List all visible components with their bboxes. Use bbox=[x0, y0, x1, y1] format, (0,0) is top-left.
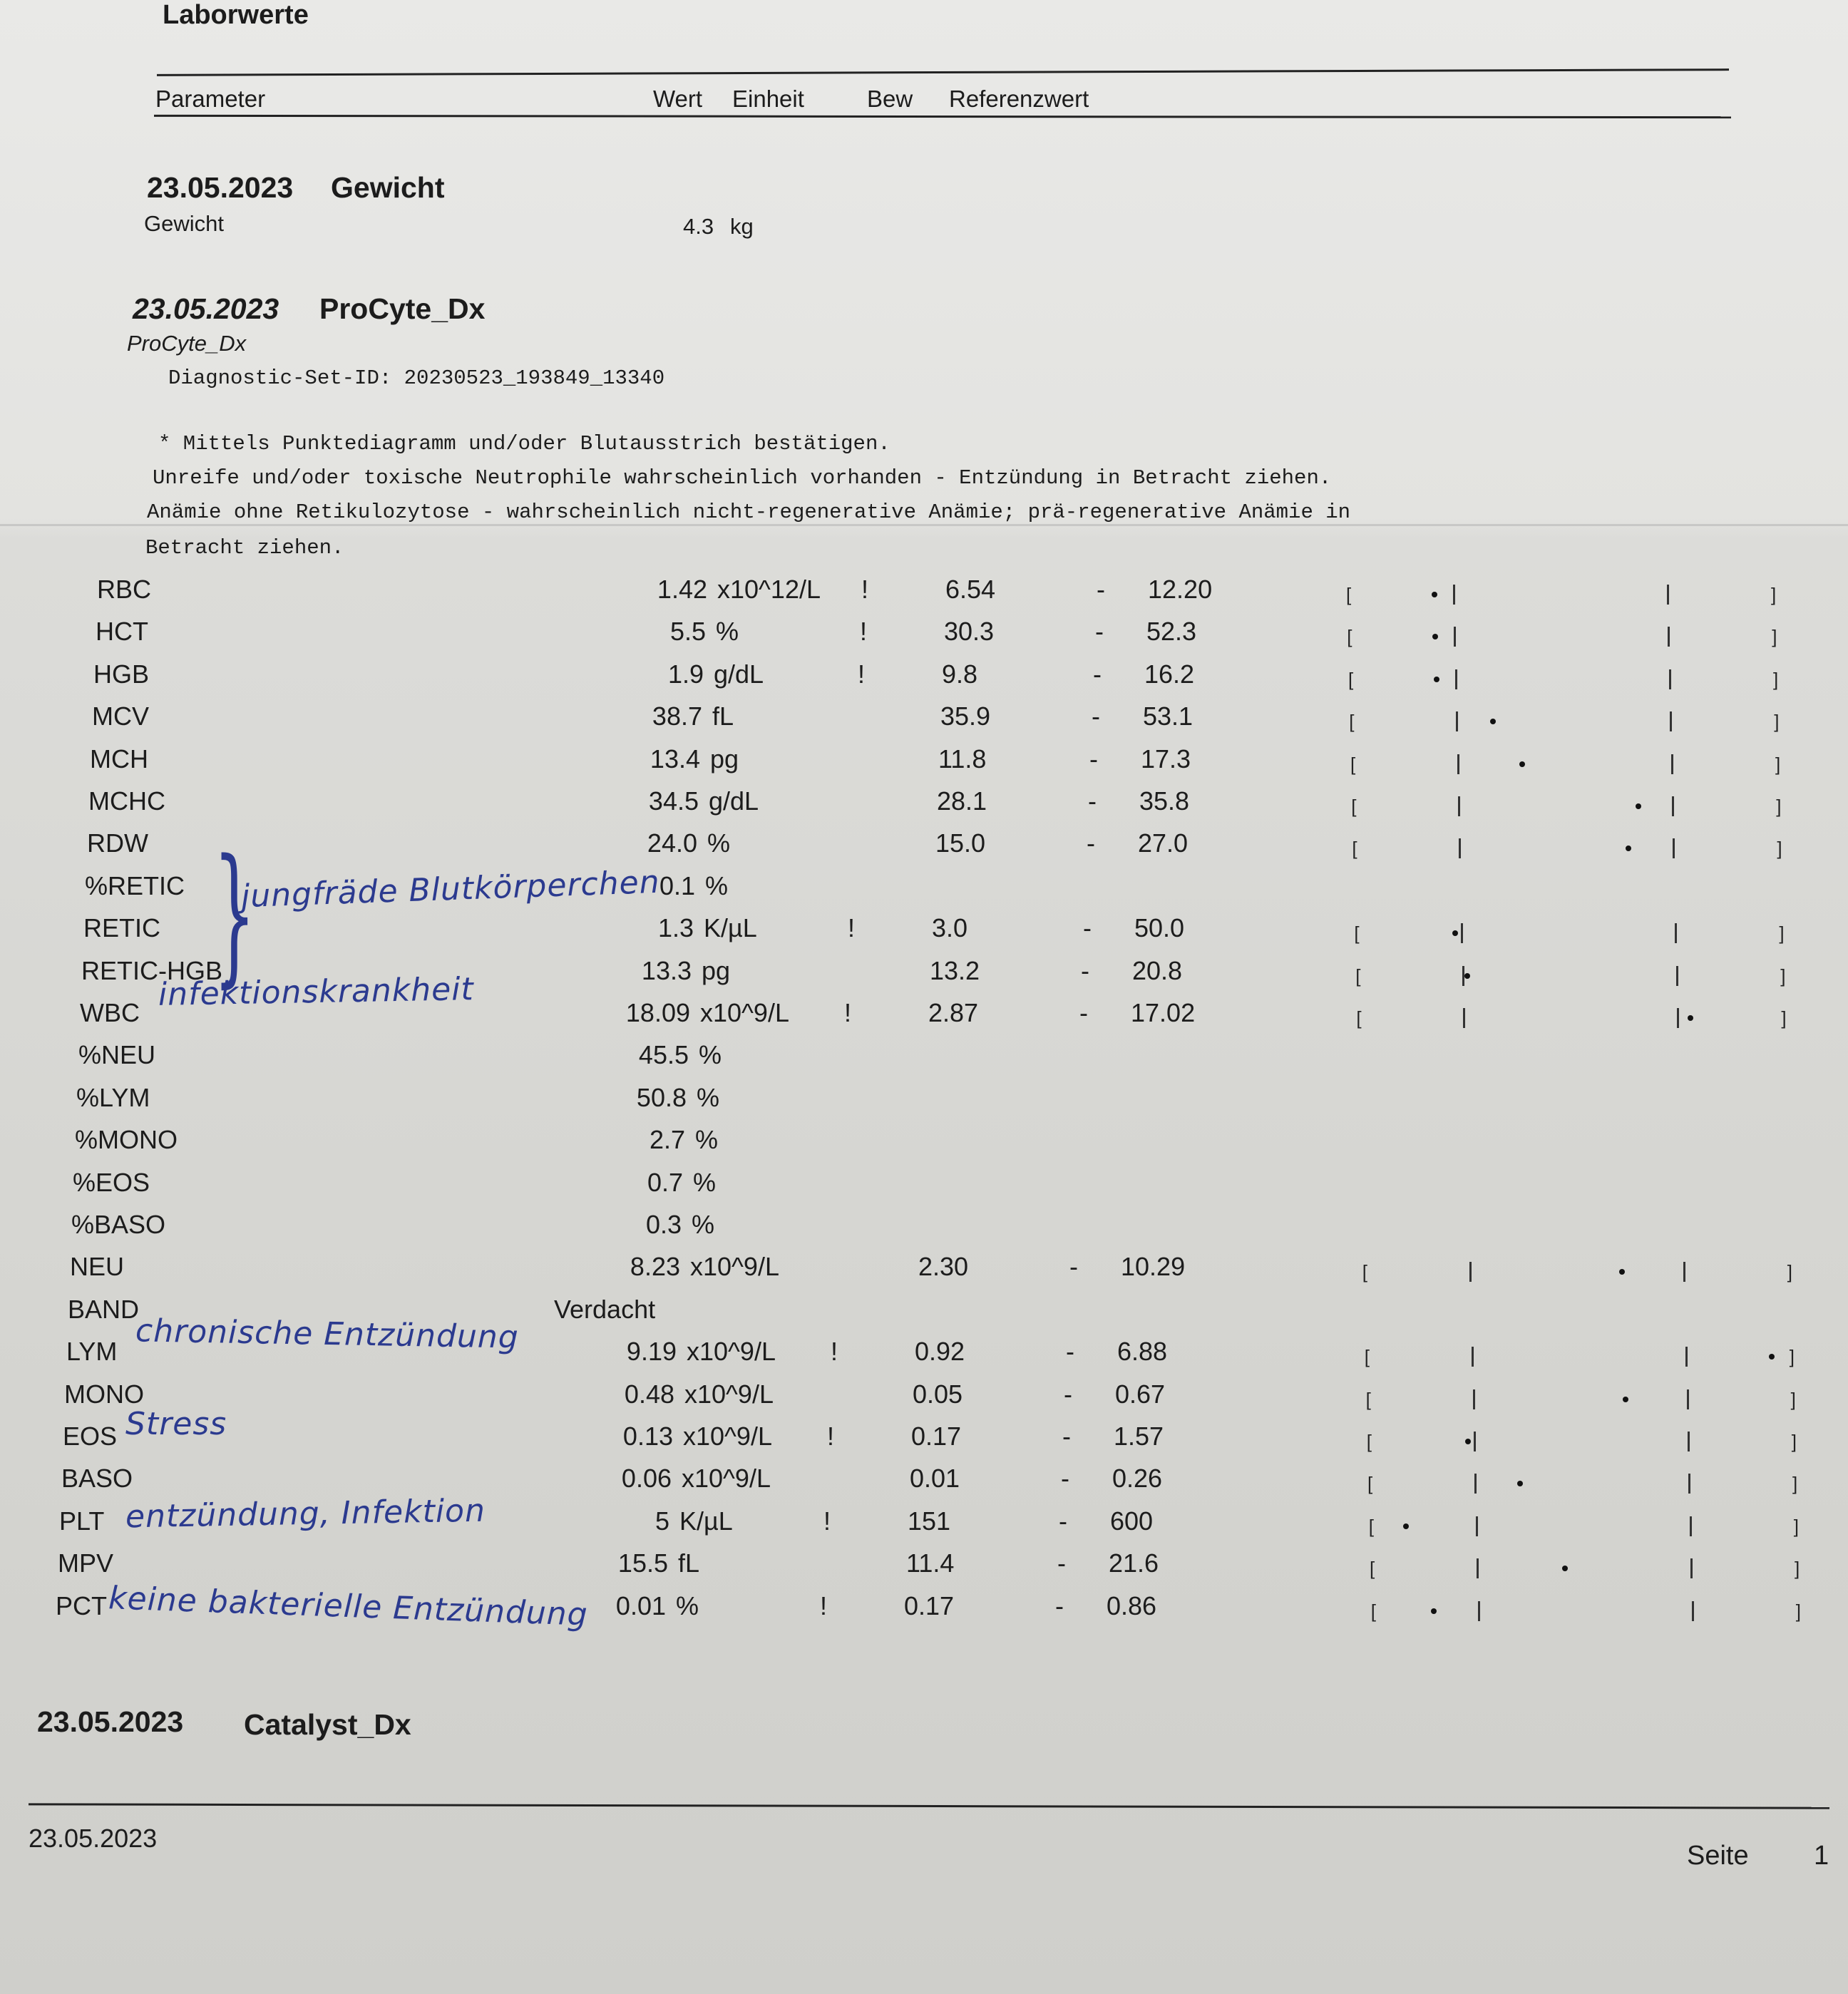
range-indicator bbox=[1356, 1005, 1791, 1031]
range-low-tick bbox=[1459, 838, 1461, 858]
param-unit: % bbox=[699, 1040, 722, 1069]
range-close-bracket: ] bbox=[1793, 1516, 1800, 1537]
param-value: 5.5 bbox=[669, 617, 706, 646]
range-indicator bbox=[1369, 1514, 1804, 1539]
param-unit: x10^9/L bbox=[683, 1422, 772, 1451]
param-unit: % bbox=[693, 1168, 717, 1197]
range-open-bracket: [ bbox=[1356, 1007, 1362, 1029]
range-low-tick bbox=[1474, 1432, 1476, 1451]
table-row bbox=[0, 786, 1848, 828]
catalyst-title: Catalyst_Dx bbox=[244, 1708, 411, 1741]
ref-high: 6.88 bbox=[1117, 1337, 1168, 1366]
ref-low: 6.54 bbox=[945, 575, 996, 604]
range-low-tick bbox=[1463, 1008, 1465, 1028]
ref-dash: - bbox=[1057, 1548, 1066, 1578]
table-row bbox=[0, 913, 1848, 955]
range-indicator bbox=[1365, 1344, 1800, 1369]
range-value-dot bbox=[1432, 634, 1438, 639]
handwritten-wbc-note: infektionskrankheit bbox=[158, 971, 475, 1013]
procyte-title: ProCyte_Dx bbox=[319, 292, 486, 325]
procyte-set-id: Diagnostic-Set-ID: 20230523_193849_13340 bbox=[168, 366, 665, 390]
param-flag: ! bbox=[843, 998, 851, 1027]
param-value: 13.3 bbox=[641, 956, 692, 985]
ref-low: 35.9 bbox=[940, 702, 991, 731]
table-row bbox=[0, 702, 1848, 743]
range-low-tick bbox=[1469, 1262, 1472, 1282]
range-indicator bbox=[1355, 963, 1790, 989]
table-row bbox=[0, 1422, 1848, 1463]
ref-dash: - bbox=[1093, 659, 1102, 689]
range-open-bracket: [ bbox=[1370, 1558, 1375, 1579]
param-unit: % bbox=[707, 828, 731, 858]
param-flag: ! bbox=[823, 1506, 831, 1536]
range-high-tick bbox=[1688, 1432, 1690, 1451]
range-close-bracket: ] bbox=[1795, 1600, 1802, 1622]
param-name: RETIC bbox=[83, 913, 160, 942]
ref-low: 11.8 bbox=[938, 744, 987, 774]
param-unit: x10^9/L bbox=[687, 1337, 776, 1366]
ref-high: 600 bbox=[1110, 1506, 1154, 1536]
ref-high: 0.86 bbox=[1107, 1591, 1157, 1620]
range-high-tick bbox=[1683, 1262, 1685, 1282]
param-value: 0.48 bbox=[624, 1379, 674, 1409]
param-name: WBC bbox=[80, 998, 140, 1027]
range-close-bracket: ] bbox=[1776, 796, 1782, 817]
column-einheit: Einheit bbox=[732, 86, 804, 112]
ref-dash: - bbox=[1069, 1252, 1078, 1281]
param-name: HGB bbox=[93, 659, 150, 689]
range-close-bracket: ] bbox=[1780, 965, 1786, 987]
range-low-tick bbox=[1458, 796, 1460, 816]
param-value: 0.1 bbox=[659, 871, 695, 900]
ref-high: 21.6 bbox=[1109, 1548, 1159, 1578]
ref-high: 53.1 bbox=[1143, 702, 1194, 731]
range-value-dot bbox=[1434, 677, 1439, 682]
range-close-bracket: ] bbox=[1787, 1261, 1793, 1283]
weight-value: 4.3 bbox=[683, 214, 714, 239]
procyte-subtitle: ProCyte_Dx bbox=[127, 331, 247, 356]
param-name: PCT bbox=[56, 1591, 107, 1620]
table-row bbox=[0, 617, 1848, 658]
column-referenz: Referenzwert bbox=[949, 86, 1089, 112]
table-row bbox=[0, 1548, 1848, 1590]
ref-dash: - bbox=[1061, 1464, 1069, 1493]
range-low-tick bbox=[1454, 627, 1456, 647]
param-value: 0.7 bbox=[647, 1168, 683, 1197]
range-high-tick bbox=[1673, 838, 1675, 858]
range-open-bracket: [ bbox=[1366, 1431, 1372, 1452]
ref-low: 15.0 bbox=[935, 828, 986, 858]
ref-high: 50.0 bbox=[1134, 913, 1185, 942]
ref-high: 0.67 bbox=[1115, 1379, 1166, 1409]
paper-fold bbox=[0, 524, 1848, 526]
range-low-tick bbox=[1473, 1389, 1475, 1409]
range-low-tick bbox=[1455, 669, 1457, 689]
param-value: 24.0 bbox=[647, 828, 697, 858]
range-low-tick bbox=[1472, 1347, 1474, 1367]
param-name: %NEU bbox=[78, 1040, 156, 1069]
param-name: PLT bbox=[59, 1506, 105, 1536]
column-bew: Bew bbox=[867, 86, 913, 112]
range-indicator bbox=[1354, 920, 1789, 946]
param-name: MCHC bbox=[88, 786, 165, 816]
range-close-bracket: ] bbox=[1774, 711, 1780, 732]
ref-high: 52.3 bbox=[1146, 617, 1197, 646]
table-row bbox=[0, 744, 1848, 786]
table-row bbox=[0, 1379, 1848, 1421]
param-value: 0.06 bbox=[621, 1464, 672, 1493]
range-value-dot bbox=[1432, 592, 1437, 597]
handwritten-lym-note: chronische Entzündung bbox=[135, 1312, 520, 1356]
param-name: MCH bbox=[90, 744, 148, 774]
range-high-tick bbox=[1670, 711, 1672, 731]
column-wert: Wert bbox=[653, 86, 703, 112]
range-open-bracket: [ bbox=[1354, 923, 1360, 944]
range-open-bracket: [ bbox=[1352, 838, 1357, 859]
ref-dash: - bbox=[1097, 575, 1105, 604]
param-name: MPV bbox=[58, 1548, 114, 1578]
range-value-dot bbox=[1626, 846, 1631, 851]
range-open-bracket: [ bbox=[1351, 796, 1357, 817]
report-title: Laborwerte bbox=[163, 0, 309, 30]
handwritten-plt-note: entzündung, Infektion bbox=[125, 1492, 486, 1536]
range-value-dot bbox=[1517, 1481, 1523, 1486]
handwritten-eos-note: Stress bbox=[125, 1406, 227, 1442]
param-name: NEU bbox=[70, 1252, 125, 1281]
param-name: %LYM bbox=[76, 1083, 150, 1112]
range-low-tick bbox=[1457, 754, 1459, 774]
range-close-bracket: ] bbox=[1773, 669, 1779, 690]
range-open-bracket: [ bbox=[1368, 1516, 1375, 1537]
range-indicator bbox=[1367, 1471, 1802, 1496]
param-unit: % bbox=[692, 1210, 715, 1239]
range-low-tick bbox=[1476, 1516, 1478, 1536]
range-indicator bbox=[1370, 1556, 1805, 1581]
ref-high: 20.8 bbox=[1132, 956, 1183, 985]
param-unit: % bbox=[716, 617, 739, 646]
param-unit: fL bbox=[712, 702, 734, 731]
ref-high: 35.8 bbox=[1139, 786, 1190, 816]
range-open-bracket: [ bbox=[1364, 1346, 1370, 1367]
ref-low: 0.17 bbox=[911, 1422, 962, 1451]
table-row bbox=[0, 828, 1848, 870]
range-indicator bbox=[1349, 709, 1784, 734]
ref-low: 0.05 bbox=[913, 1379, 963, 1409]
range-indicator bbox=[1348, 667, 1783, 692]
param-value: 1.3 bbox=[657, 913, 694, 942]
ref-dash: - bbox=[1087, 828, 1095, 858]
param-value: 1.9 bbox=[667, 659, 704, 689]
param-value: 0.01 bbox=[615, 1591, 666, 1620]
ref-dash: - bbox=[1081, 956, 1089, 985]
range-indicator bbox=[1347, 624, 1782, 649]
range-indicator bbox=[1367, 1429, 1802, 1454]
range-open-bracket: [ bbox=[1350, 754, 1356, 775]
param-value: 9.19 bbox=[626, 1337, 677, 1366]
param-value: 18.09 bbox=[625, 998, 690, 1027]
range-high-tick bbox=[1687, 1389, 1689, 1409]
ref-low: 2.87 bbox=[928, 998, 979, 1027]
range-value-dot bbox=[1490, 719, 1496, 724]
range-value-dot bbox=[1519, 761, 1525, 767]
param-name: %MONO bbox=[75, 1125, 178, 1154]
param-unit: g/dL bbox=[709, 786, 759, 816]
param-unit: x10^9/L bbox=[684, 1379, 774, 1409]
ref-dash: - bbox=[1092, 702, 1100, 731]
range-high-tick bbox=[1685, 1347, 1688, 1367]
ref-low: 3.0 bbox=[932, 913, 968, 942]
range-open-bracket: [ bbox=[1346, 584, 1352, 605]
table-row bbox=[0, 659, 1848, 701]
param-flag: ! bbox=[830, 1337, 838, 1366]
range-high-tick bbox=[1692, 1601, 1694, 1621]
param-name: %RETIC bbox=[85, 871, 185, 900]
table-row bbox=[0, 1125, 1848, 1166]
range-indicator bbox=[1362, 1259, 1797, 1285]
param-unit: K/µL bbox=[704, 913, 757, 942]
param-unit: % bbox=[695, 1125, 719, 1154]
range-open-bracket: [ bbox=[1355, 965, 1361, 987]
ref-dash: - bbox=[1064, 1379, 1072, 1409]
ref-dash: - bbox=[1095, 617, 1104, 646]
procyte-date: 23.05.2023 bbox=[133, 292, 279, 325]
range-close-bracket: ] bbox=[1790, 1389, 1796, 1410]
range-low-tick bbox=[1474, 1474, 1477, 1494]
param-unit: % bbox=[676, 1591, 699, 1620]
ref-dash: - bbox=[1066, 1337, 1074, 1366]
table-row bbox=[0, 1210, 1848, 1251]
range-close-bracket: ] bbox=[1775, 754, 1781, 775]
param-value: 2.7 bbox=[649, 1125, 685, 1154]
range-indicator bbox=[1351, 793, 1786, 819]
param-flag: ! bbox=[819, 1591, 827, 1620]
param-value: 0.13 bbox=[622, 1422, 673, 1451]
ref-high: 17.02 bbox=[1131, 998, 1196, 1027]
param-name: MONO bbox=[64, 1379, 144, 1409]
ref-low: 11.4 bbox=[906, 1548, 955, 1578]
range-close-bracket: ] bbox=[1792, 1473, 1798, 1494]
range-value-dot bbox=[1769, 1354, 1775, 1360]
param-unit: pg bbox=[710, 744, 739, 774]
param-unit: % bbox=[697, 1083, 720, 1112]
ref-low: 9.8 bbox=[942, 659, 978, 689]
range-high-tick bbox=[1677, 1008, 1679, 1028]
param-value: 1.42 bbox=[657, 575, 707, 604]
param-name: BASO bbox=[61, 1464, 133, 1493]
ref-low: 0.17 bbox=[904, 1591, 955, 1620]
range-value-dot bbox=[1562, 1566, 1568, 1571]
procyte-note-3: Anämie ohne Retikulozytose - wahrscheinlich nicht-regenerative Anämie; prä-regenerative Anämie in bbox=[147, 500, 1351, 524]
ref-low: 0.01 bbox=[910, 1464, 960, 1493]
range-close-bracket: ] bbox=[1789, 1346, 1795, 1367]
range-high-tick bbox=[1690, 1516, 1692, 1536]
range-open-bracket: [ bbox=[1367, 1473, 1373, 1494]
range-value-dot bbox=[1403, 1523, 1409, 1529]
catalyst-date: 23.05.2023 bbox=[37, 1705, 184, 1738]
ref-dash: - bbox=[1059, 1506, 1067, 1536]
param-unit: x10^12/L bbox=[717, 575, 821, 604]
ref-low: 13.2 bbox=[930, 956, 980, 985]
ref-high: 10.29 bbox=[1121, 1252, 1186, 1281]
param-value: 34.5 bbox=[648, 786, 699, 816]
procyte-note-1: * Mittels Punktediagramm und/oder Blutausstrich bestätigen. bbox=[158, 432, 890, 456]
ref-low: 28.1 bbox=[937, 786, 987, 816]
param-name: LYM bbox=[66, 1337, 118, 1366]
range-value-dot bbox=[1431, 1608, 1437, 1614]
handwritten-brace: } bbox=[212, 827, 256, 1002]
weight-label: Gewicht bbox=[144, 211, 224, 236]
handwritten-retic-note: jungfräde Blutkörperchen bbox=[240, 863, 661, 915]
procyte-note-4: Betracht ziehen. bbox=[145, 536, 344, 560]
ref-dash: - bbox=[1055, 1591, 1064, 1620]
range-low-tick bbox=[1453, 585, 1455, 605]
param-name: RDW bbox=[87, 828, 148, 858]
ref-dash: - bbox=[1079, 998, 1088, 1027]
range-high-tick bbox=[1688, 1474, 1690, 1494]
param-value: 13.4 bbox=[650, 744, 700, 774]
range-open-bracket: [ bbox=[1362, 1261, 1368, 1283]
range-open-bracket: [ bbox=[1349, 711, 1355, 732]
param-unit: fL bbox=[678, 1548, 700, 1578]
ref-dash: - bbox=[1062, 1422, 1071, 1451]
param-value: 5 bbox=[654, 1506, 669, 1536]
ref-high: 0.26 bbox=[1112, 1464, 1163, 1493]
range-close-bracket: ] bbox=[1795, 1558, 1800, 1579]
ref-high: 12.20 bbox=[1148, 575, 1213, 604]
range-value-dot bbox=[1619, 1269, 1625, 1275]
param-name: RBC bbox=[97, 575, 152, 604]
param-name: %EOS bbox=[73, 1168, 150, 1197]
range-value-dot bbox=[1623, 1397, 1628, 1402]
param-flag: ! bbox=[826, 1422, 834, 1451]
param-value: 0.3 bbox=[645, 1210, 682, 1239]
param-unit: % bbox=[705, 871, 729, 900]
ref-low: 151 bbox=[908, 1506, 951, 1536]
ref-dash: - bbox=[1088, 786, 1097, 816]
table-row bbox=[0, 1252, 1848, 1293]
procyte-note-2: Unreife und/oder toxische Neutrophile wahrscheinlich vorhanden - Entzündung in Betracht ziehen. bbox=[153, 466, 1332, 490]
range-value-dot bbox=[1464, 973, 1470, 979]
footer-page-number: 1 bbox=[1814, 1841, 1829, 1871]
ref-low: 30.3 bbox=[944, 617, 995, 646]
range-indicator bbox=[1352, 836, 1787, 861]
range-close-bracket: ] bbox=[1781, 1007, 1787, 1029]
range-high-tick bbox=[1672, 796, 1674, 816]
range-high-tick bbox=[1690, 1558, 1693, 1578]
table-row bbox=[0, 575, 1848, 616]
param-value: 8.23 bbox=[630, 1252, 680, 1281]
handwritten-pct-note: keine bakterielle Entzündung bbox=[108, 1580, 589, 1633]
range-open-bracket: [ bbox=[1347, 626, 1352, 647]
range-open-bracket: [ bbox=[1365, 1389, 1371, 1410]
param-value: 15.5 bbox=[617, 1548, 668, 1578]
range-high-tick bbox=[1667, 585, 1669, 605]
range-low-tick bbox=[1478, 1601, 1480, 1621]
param-unit: x10^9/L bbox=[700, 998, 789, 1027]
range-close-bracket: ] bbox=[1791, 1431, 1797, 1452]
range-indicator bbox=[1346, 582, 1781, 607]
range-high-tick bbox=[1671, 754, 1673, 774]
param-flag: ! bbox=[859, 617, 867, 646]
param-value: 38.7 bbox=[652, 702, 702, 731]
ref-high: 16.2 bbox=[1144, 659, 1195, 689]
ref-dash: - bbox=[1083, 913, 1092, 942]
range-high-tick bbox=[1669, 669, 1671, 689]
weight-title: Gewicht bbox=[331, 171, 445, 204]
param-unit: x10^9/L bbox=[690, 1252, 779, 1281]
ref-low: 0.92 bbox=[915, 1337, 965, 1366]
param-name: EOS bbox=[63, 1422, 118, 1451]
param-value: 50.8 bbox=[636, 1083, 687, 1112]
range-indicator bbox=[1371, 1598, 1806, 1624]
footer-date: 23.05.2023 bbox=[29, 1824, 158, 1853]
range-close-bracket: ] bbox=[1779, 923, 1785, 944]
range-indicator bbox=[1366, 1387, 1801, 1412]
range-high-tick bbox=[1676, 966, 1678, 986]
range-value-dot bbox=[1452, 930, 1458, 936]
range-close-bracket: ] bbox=[1777, 838, 1782, 859]
table-row bbox=[0, 1040, 1848, 1081]
range-value-dot bbox=[1636, 803, 1641, 809]
range-high-tick bbox=[1675, 923, 1677, 943]
ref-dash: - bbox=[1089, 744, 1098, 774]
param-name: MCV bbox=[92, 702, 149, 731]
param-unit: pg bbox=[702, 956, 731, 985]
param-flag: ! bbox=[861, 575, 868, 604]
range-open-bracket: [ bbox=[1370, 1600, 1377, 1622]
param-flag: ! bbox=[857, 659, 865, 689]
ref-high: 27.0 bbox=[1138, 828, 1189, 858]
range-open-bracket: [ bbox=[1348, 669, 1354, 690]
weight-unit: kg bbox=[730, 214, 754, 239]
range-low-tick bbox=[1477, 1558, 1479, 1578]
weight-date: 23.05.2023 bbox=[147, 171, 294, 204]
param-name: %BASO bbox=[71, 1210, 166, 1239]
param-unit: x10^9/L bbox=[682, 1464, 771, 1493]
param-flag: ! bbox=[847, 913, 855, 942]
range-close-bracket: ] bbox=[1771, 584, 1777, 605]
footer-page-label: Seite bbox=[1687, 1841, 1749, 1871]
ref-high: 1.57 bbox=[1114, 1422, 1164, 1451]
param-unit: K/µL bbox=[679, 1506, 733, 1536]
table-row bbox=[0, 1168, 1848, 1209]
range-close-bracket: ] bbox=[1772, 626, 1777, 647]
range-value-dot bbox=[1688, 1015, 1693, 1021]
range-indicator bbox=[1350, 751, 1785, 777]
param-name: RETIC-HGB bbox=[81, 956, 222, 985]
range-value-dot bbox=[1465, 1439, 1471, 1444]
param-unit: g/dL bbox=[714, 659, 764, 689]
range-low-tick bbox=[1461, 923, 1463, 943]
range-high-tick bbox=[1668, 627, 1670, 647]
param-value: Verdacht bbox=[554, 1295, 656, 1324]
column-parameter: Parameter bbox=[155, 86, 266, 112]
range-low-tick bbox=[1456, 711, 1458, 731]
ref-high: 17.3 bbox=[1141, 744, 1191, 774]
param-name: BAND bbox=[68, 1295, 140, 1324]
param-value: 45.5 bbox=[638, 1040, 689, 1069]
ref-low: 2.30 bbox=[918, 1252, 969, 1281]
param-name: HCT bbox=[96, 617, 148, 646]
table-row bbox=[0, 1083, 1848, 1124]
